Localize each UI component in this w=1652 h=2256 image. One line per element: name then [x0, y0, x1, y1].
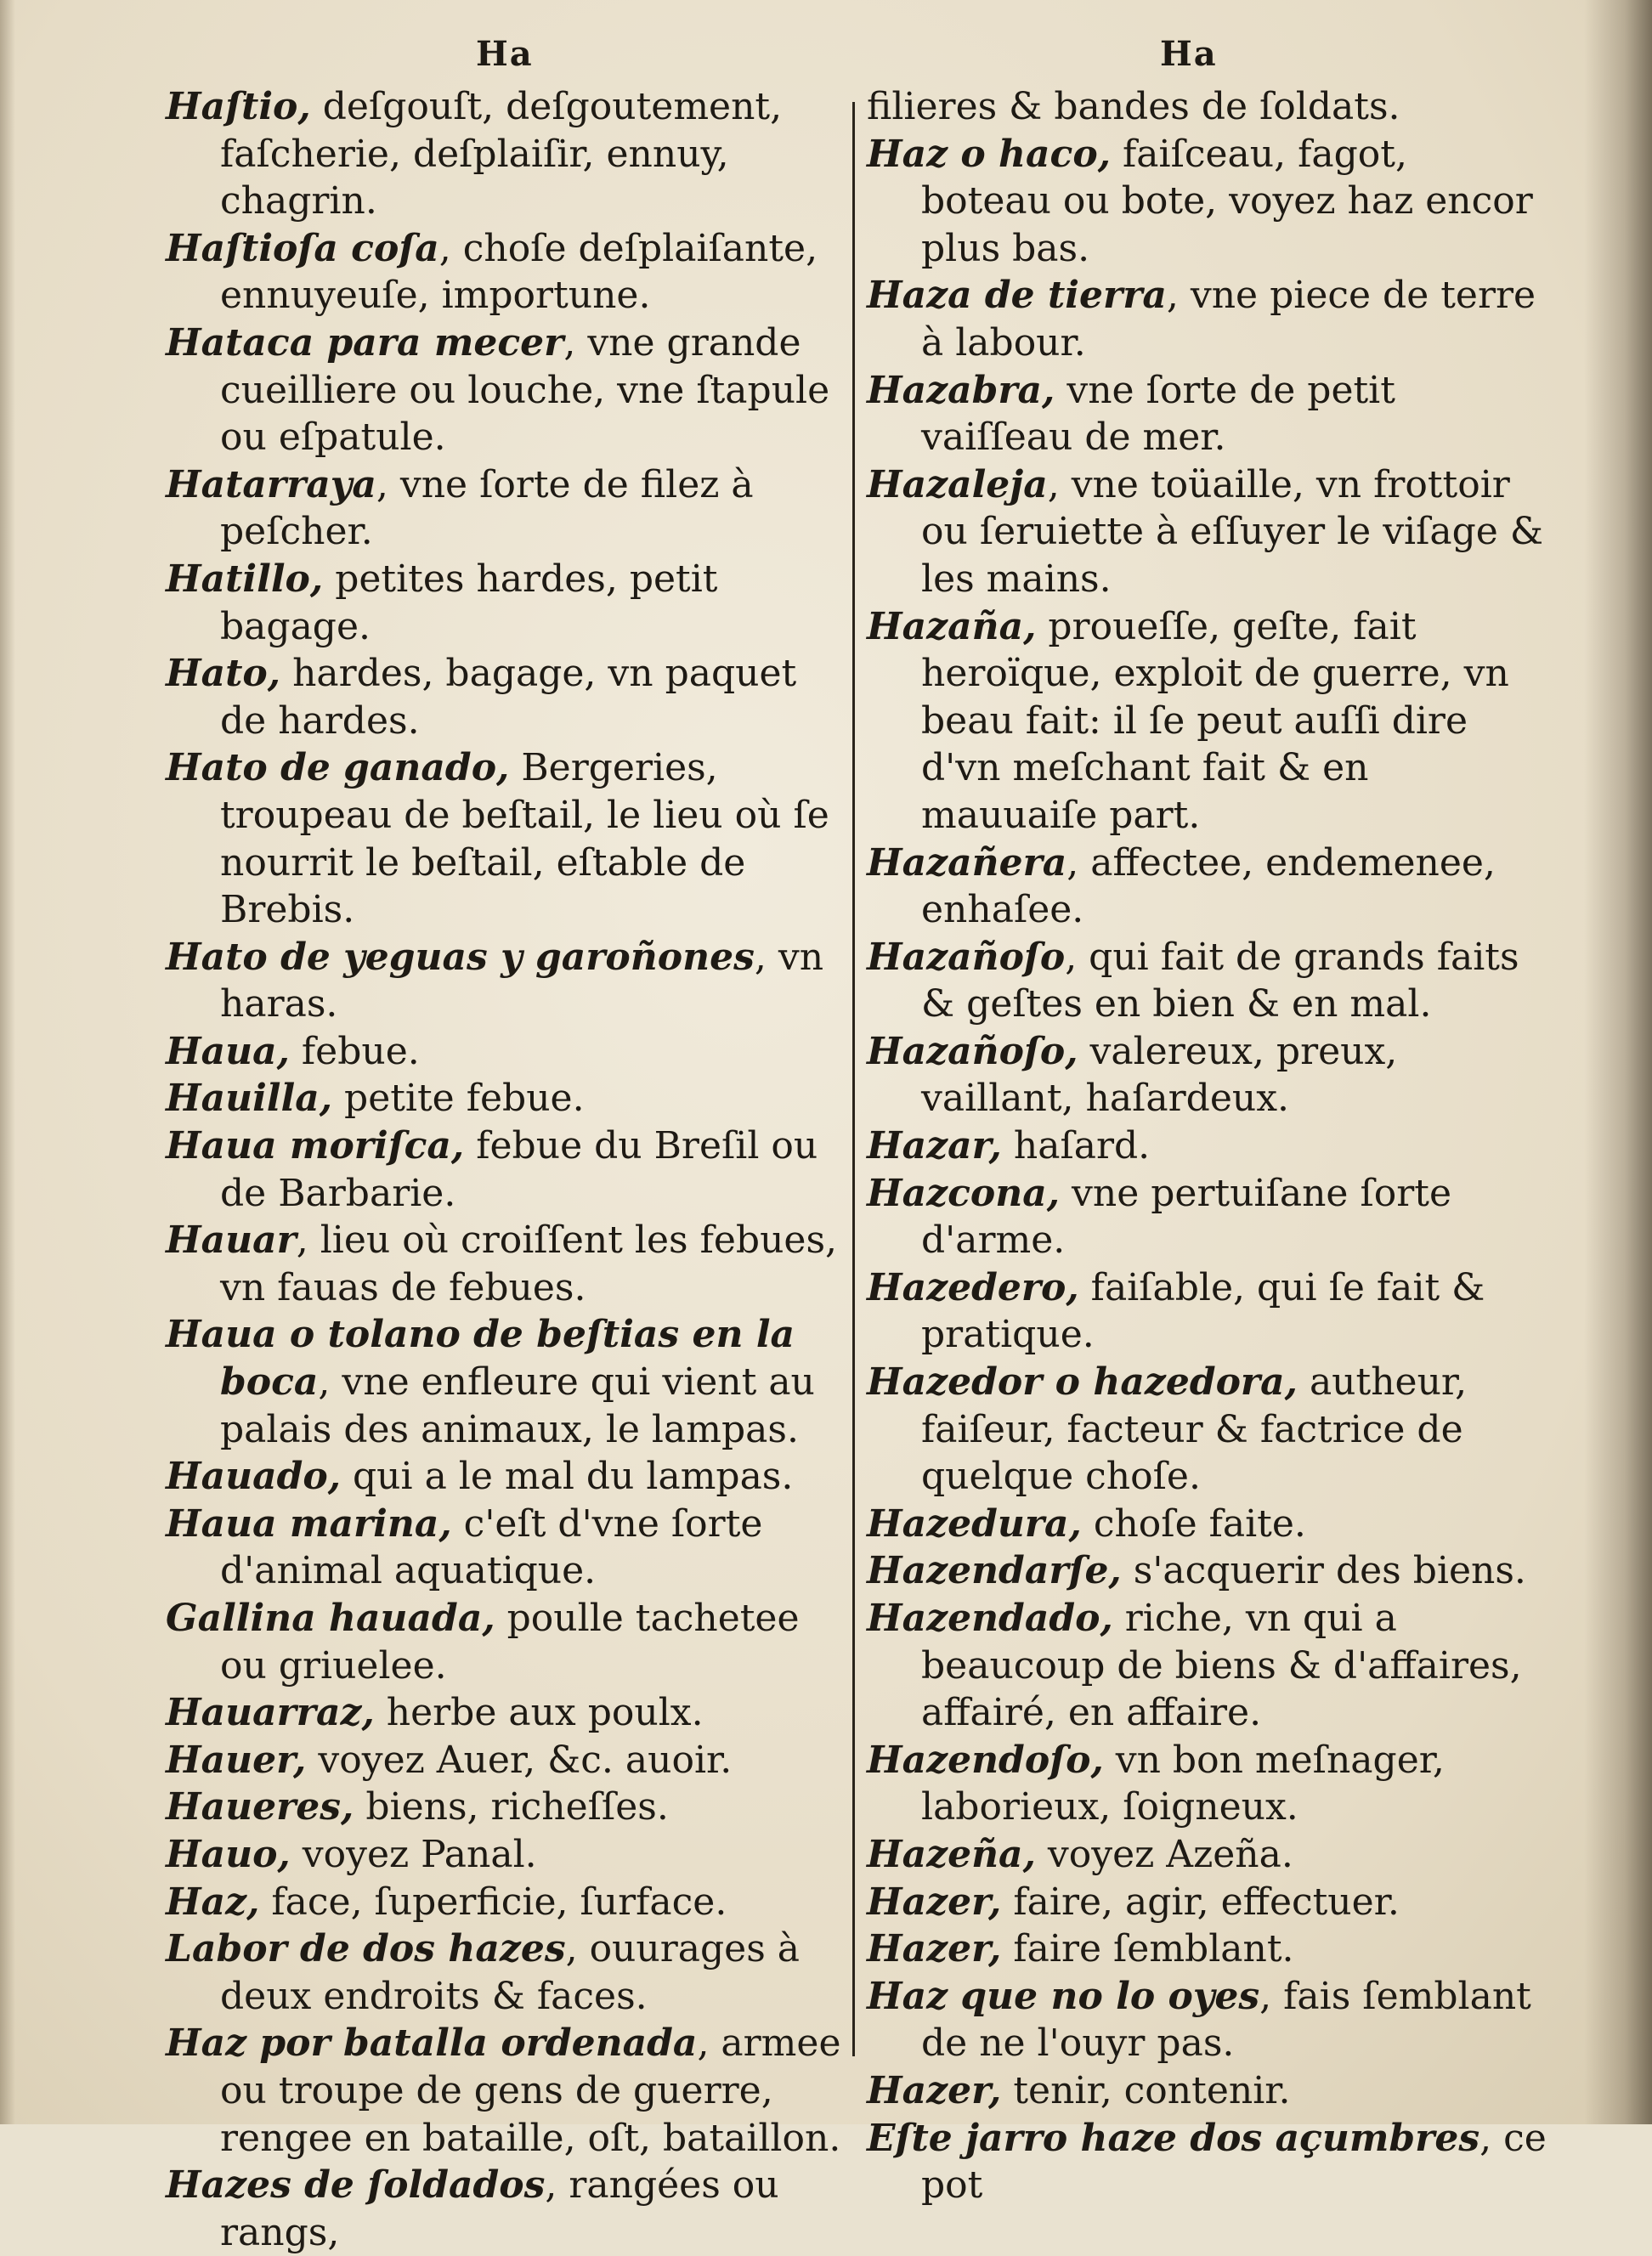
- entry-definition: petite febue.: [332, 1077, 585, 1121]
- dictionary-entry: [867, 1595, 1547, 1737]
- entry-headword: Hazendoſo,: [867, 1738, 1104, 1782]
- dictionary-entry: [166, 1311, 846, 1453]
- entry-definition: faire, agir, effectuer.: [1001, 1880, 1400, 1924]
- entry-headword: Hatarraya: [166, 462, 376, 506]
- entry-headword: Hazedura,: [867, 1501, 1082, 1546]
- dictionary-entry: [166, 1737, 846, 1784]
- entry-headword: Hazabra,: [867, 368, 1055, 412]
- entry-definition: deſgouſt, deſgoutement, faſcherie, deſplaiſir, ennuy, chagrin.: [220, 85, 783, 223]
- entry-headword: Gallina hauada,: [166, 1597, 495, 1640]
- entry-definition: s'acquerir des biens.: [1121, 1549, 1526, 1593]
- entry-definition: valereux, preux, vaillant, haſardeux.: [921, 1029, 1398, 1121]
- entry-definition: vn bon meſnager, laborieux, ſoigneux.: [921, 1738, 1445, 1829]
- entry-definition: faire ſemblant.: [1001, 1927, 1294, 1971]
- entry-definition: autheur, faiſeur, facteur & factrice de quelque choſe.: [921, 1360, 1468, 1499]
- dictionary-entry: [867, 1925, 1547, 1973]
- dictionary-entry: [166, 1595, 846, 1689]
- entry-headword: Hazañoſo: [867, 935, 1066, 979]
- entry-headword: Haz por batalla ordenada: [166, 2021, 698, 2066]
- entry-headword: Hazar,: [867, 1124, 1002, 1168]
- entry-definition: Bergeries, troupeau de beſtail, le lieu où ſe nourrit le beſtail, eſtable de Brebis.: [220, 746, 829, 932]
- entry-headword: Haz que no lo oyes: [867, 1974, 1260, 2018]
- dictionary-entry: [166, 1075, 846, 1122]
- entry-definition: , choſe deſplaiſante, ennuyeuſe, importune.: [220, 226, 818, 318]
- right-column: [867, 83, 1547, 2209]
- entry-definition: vne pertuiſane ſorte d'arme.: [921, 1171, 1451, 1263]
- entry-headword: Hauilla,: [166, 1077, 333, 1121]
- dictionary-entry: [166, 1689, 846, 1737]
- entry-definition: , vne toüaille, vn frottoir ou ſeruiette à eſſuyer le viſage & les mains.: [921, 462, 1543, 601]
- dictionary-entry: [867, 1264, 1547, 1359]
- entry-definition: , vne grande cueilliere ou louche, vne ſtapule ou eſpatule.: [220, 320, 830, 460]
- entry-headword: Hazendarſe,: [867, 1549, 1122, 1593]
- entry-headword: Hazeña,: [867, 1832, 1036, 1876]
- entry-definition: , fais ſemblant de ne l'ouyr pas.: [921, 1974, 1531, 2066]
- dictionary-entry: [867, 461, 1547, 603]
- entry-definition: , armee ou troupe de gens de guerre, rengee en bataille, oſt, bataillon.: [220, 2021, 841, 2160]
- entry-definition: , vn haras.: [220, 935, 824, 1026]
- dictionary-entry: [867, 1973, 1547, 2067]
- entry-headword: Haza de tierra: [867, 274, 1167, 318]
- dictionary-entry: [867, 131, 1547, 273]
- running-head-left: Ha: [476, 34, 534, 74]
- entry-headword: Hauar: [166, 1218, 297, 1263]
- entry-definition: poulle tachetee ou griuelee.: [220, 1597, 800, 1688]
- entry-definition: febue du Breſil ou de Barbarie.: [220, 1124, 818, 1215]
- entry-definition: riche, vn qui a beaucoup de biens & d'affaires, affairé, en affaire.: [921, 1597, 1522, 1735]
- entry-headword: Haſtioſa coſa: [166, 226, 439, 270]
- entry-definition: voyez Azeña.: [1035, 1832, 1293, 1876]
- dictionary-entry: [166, 461, 846, 556]
- dictionary-entry: [867, 1737, 1547, 1831]
- dictionary-entry: [867, 1170, 1547, 1264]
- dictionary-entry: [166, 1831, 846, 1879]
- running-head-right: Ha: [1160, 34, 1218, 74]
- dictionary-entry: [166, 1879, 846, 1926]
- entry-definition: petites hardes, petit bagage.: [220, 557, 718, 648]
- entry-headword: Haua o tolano de beſtias en la boca: [166, 1313, 795, 1405]
- entry-definition: c'eſt d'vne ſorte d'animal aquatique.: [220, 1501, 763, 1593]
- dictionary-entry: [166, 744, 846, 933]
- page-shadow-left: [0, 0, 15, 2124]
- dictionary-entry: [867, 840, 1547, 934]
- entry-definition: , rangées ou rangs,: [220, 2163, 779, 2254]
- dictionary-entry: [867, 934, 1547, 1028]
- entry-headword: Haua,: [166, 1029, 290, 1073]
- entry-definition: biens, richeſſes.: [354, 1785, 669, 1829]
- entry-headword: Hazendado,: [867, 1597, 1113, 1640]
- entry-definition: , affectee, endemenee, enhaſee.: [921, 840, 1496, 932]
- entry-headword: Haz,: [166, 1880, 260, 1924]
- entry-headword: Hazcona,: [867, 1171, 1061, 1215]
- entry-definition: tenir, contenir.: [1001, 2068, 1291, 2112]
- entry-definition: , lieu où croiſſent les febues, vn fauas de febues.: [220, 1218, 838, 1309]
- page-shadow-right: [1584, 0, 1652, 2124]
- dictionary-entry: [867, 367, 1547, 461]
- entry-headword: Haua marina,: [166, 1501, 452, 1546]
- entry-headword: Hazer,: [867, 1927, 1002, 1971]
- entry-headword: Hatillo,: [166, 557, 324, 601]
- dictionary-entry: [867, 1831, 1547, 1879]
- entry-definition: , vne ſorte de filez à peſcher.: [220, 462, 754, 554]
- dictionary-entry: [166, 1501, 846, 1595]
- entry-definition: vne ſorte de petit vaiſſeau de mer.: [921, 368, 1395, 460]
- entry-definition: hardes, bagage, vn paquet de hardes.: [220, 652, 797, 743]
- entry-headword: Labor de dos hazes: [166, 1927, 566, 1971]
- dictionary-entry: [166, 1028, 846, 1076]
- entry-definition: haſard.: [1001, 1124, 1151, 1168]
- entry-headword: Hazes de ſoldados: [166, 2163, 546, 2208]
- entry-definition: , qui fait de grands faits & geſtes en bien & en mal.: [921, 935, 1519, 1026]
- dictionary-entry: [867, 2067, 1547, 2115]
- dictionary-entry: [166, 650, 846, 744]
- entry-definition: , ouurages à deux endroits & faces.: [220, 1927, 801, 2018]
- entry-headword: Hazer,: [867, 2068, 1002, 2112]
- entry-headword: Hato,: [166, 652, 281, 696]
- entry-headword: Hauado,: [166, 1455, 342, 1499]
- entry-headword: Hazer,: [867, 1880, 1002, 1924]
- entry-definition: face, ſuperficie, ſurface.: [259, 1880, 727, 1924]
- entry-headword: Hazañera: [867, 840, 1067, 885]
- entry-headword: Hataca para mecer: [166, 320, 564, 365]
- entry-headword: Haſtio,: [166, 85, 311, 128]
- dictionary-entry: [166, 1122, 846, 1217]
- dictionary-entry: [867, 1122, 1547, 1170]
- entry-definition: proueſſe, geſte, fait heroïque, exploit de guerre, vn beau fait: il ſe peut auſſi dire d'vn meſchant fait & en mauuaiſe part.: [921, 604, 1509, 837]
- entry-headword: Haueres,: [166, 1785, 354, 1829]
- entry-headword: Hazedor o hazedora,: [867, 1360, 1298, 1405]
- entry-definition: faiſable, qui ſe fait & pratique.: [921, 1265, 1485, 1357]
- entry-headword: Hazedero,: [867, 1265, 1079, 1309]
- entry-headword: Hato de ganado,: [166, 746, 510, 790]
- entry-headword: Haz o haco,: [867, 132, 1112, 176]
- dictionary-entry: [166, 934, 846, 1028]
- dictionary-entry: [867, 2115, 1547, 2209]
- dictionary-entry: [867, 1028, 1547, 1122]
- entry-definition: qui a le mal du lampas.: [341, 1455, 794, 1499]
- entry-definition: , vne piece de terre à labour.: [921, 274, 1536, 365]
- dictionary-entry: [867, 272, 1547, 366]
- dictionary-entry: [867, 1501, 1547, 1548]
- dictionary-entry: [867, 603, 1547, 840]
- entry-headword: Hazañoſo,: [867, 1029, 1078, 1073]
- entry-definition: faiſceau, fagot, boteau ou bote, voyez haz encor plus bas.: [921, 132, 1533, 270]
- entry-definition: febue.: [289, 1029, 420, 1073]
- dictionary-entry: [166, 319, 846, 461]
- dictionary-entry: [166, 83, 846, 225]
- entry-definition: filieres & bandes de ſoldats.: [867, 85, 1400, 128]
- dictionary-entry: [166, 1925, 846, 2020]
- dictionary-entry: [166, 2162, 846, 2256]
- dictionary-entry: [867, 1547, 1547, 1595]
- entry-definition: voyez Auer, &c. auoir.: [306, 1738, 733, 1782]
- entry-headword: Hato de yeguas y garoñones: [166, 935, 755, 979]
- entry-headword: Eſte jarro haze dos açumbres: [867, 2116, 1480, 2160]
- entry-definition: , ce pot: [921, 2116, 1547, 2208]
- dictionary-entry: [166, 1453, 846, 1501]
- entry-headword: Haua moriſca,: [166, 1124, 465, 1168]
- dictionary-entry: [867, 1879, 1547, 1926]
- dictionary-entry: [166, 1784, 846, 1831]
- dictionary-entry: [867, 83, 1547, 131]
- entry-definition: choſe faite.: [1081, 1501, 1306, 1546]
- entry-headword: Hazaña,: [867, 604, 1037, 648]
- dictionary-entry: [166, 225, 846, 319]
- dictionary-entry: [166, 1217, 846, 1311]
- entry-headword: Hauarraz,: [166, 1691, 375, 1735]
- left-column: [166, 83, 846, 2256]
- dictionary-entry: [166, 556, 846, 650]
- column-divider: [852, 102, 855, 2056]
- entry-definition: voyez Panal.: [290, 1832, 537, 1876]
- dictionary-entry: [166, 2020, 846, 2162]
- entry-definition: herbe aux poulx.: [374, 1691, 704, 1735]
- dictionary-entry: [867, 1359, 1547, 1501]
- entry-headword: Hazaleja: [867, 462, 1048, 506]
- entry-headword: Hauo,: [166, 1832, 291, 1876]
- entry-headword: Hauer,: [166, 1738, 307, 1782]
- entry-definition: , vne enfleure qui vient au palais des animaux, le lampas.: [220, 1360, 815, 1451]
